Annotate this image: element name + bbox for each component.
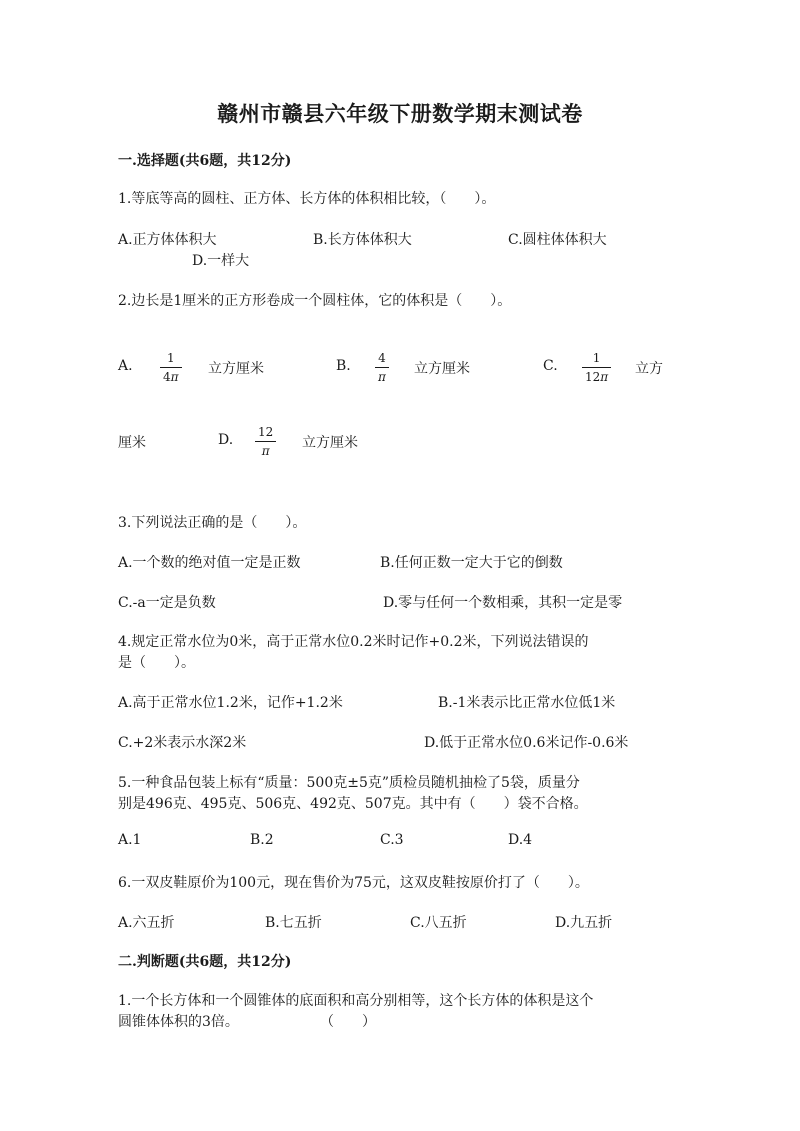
question-3-option-b: B.任何正数一定大于它的倒数 (380, 555, 563, 571)
question-3-option-c: C.-a一定是负数 (118, 595, 216, 611)
question-3-stem: 3.下列说法正确的是（ ）。 (118, 515, 307, 531)
fraction-numerator: 1 (166, 351, 175, 365)
question-5-option-b: B.2 (250, 832, 274, 848)
question-2-option-b-unit: 立方厘米 (414, 361, 470, 377)
judgment-question-1-answer-blank: （ ） (320, 1014, 376, 1030)
question-2-option-a-fraction (160, 352, 182, 383)
question-2-option-b-label: B. (336, 358, 351, 374)
fraction-denominator: π (261, 444, 270, 458)
question-2-option-a-label: A. (118, 358, 133, 374)
question-2-option-c-label: C. (543, 358, 558, 374)
question-2-option-d-fraction (255, 426, 276, 457)
denominator-number: 12 (585, 370, 601, 384)
question-1-option-d: D.一样大 (192, 253, 250, 269)
question-5-option-a: A.1 (118, 832, 142, 848)
question-5-option-d: D.4 (508, 832, 533, 848)
section-heading-judgment: 二.判断题(共6题，共12分) (118, 954, 292, 970)
question-1-option-c: C.圆柱体体积大 (508, 232, 607, 248)
question-4-option-c: C.+2米表示水深2米 (118, 735, 247, 751)
page-title: 赣州市赣县六年级下册数学期末测试卷 (217, 101, 583, 126)
question-6-option-a: A.六五折 (118, 915, 175, 931)
question-5-option-c: C.3 (380, 832, 404, 848)
fraction-numerator: 4 (378, 351, 386, 365)
question-2-option-a-unit: 立方厘米 (208, 361, 264, 377)
question-3-option-d: D.零与任何一个数相乘，其积一定是零 (383, 595, 623, 611)
question-2-option-d-label: D. (218, 432, 234, 448)
fraction-denominator: π (378, 370, 386, 384)
question-6-option-c: C.八五折 (410, 915, 467, 931)
question-4-option-d: D.低于正常水位0.6米记作-0.6米 (424, 735, 629, 751)
question-3-option-a: A.一个数的绝对值一定是正数 (118, 555, 301, 571)
question-6-option-b: B.七五折 (265, 915, 322, 931)
fraction-numerator: 12 (258, 425, 274, 439)
section-heading-choice: 一.选择题(共6题，共12分) (118, 153, 292, 169)
question-4-option-a: A.高于正常水位1.2米，记作+1.2米 (118, 695, 343, 711)
pi-symbol: π (600, 370, 609, 384)
question-2-stem: 2.边长是1厘米的正方形卷成一个圆柱体，它的体积是（ ）。 (118, 293, 512, 309)
fraction-numerator: 1 (592, 351, 601, 365)
judgment-question-1-stem-line-2: 圆锥体体积的3倍。 (118, 1014, 239, 1030)
fraction-denominator (160, 368, 182, 383)
question-1-option-a: A.正方体体积大 (118, 232, 217, 248)
question-5-stem-line-1: 5.一种食品包装上标有“质量：500克±5克”质检员随机抽检了5袋，质量分 (118, 775, 580, 791)
question-2-option-c-unit-continued: 厘米 (118, 435, 146, 451)
question-2-option-c-unit: 立方 (635, 361, 663, 377)
question-2-option-b-fraction (375, 352, 389, 383)
pi-symbol: π (170, 370, 179, 384)
question-4-option-b: B.-1米表示比正常水位低1米 (438, 695, 616, 711)
question-2-option-d-unit: 立方厘米 (302, 435, 358, 451)
question-5-stem-line-2: 别是496克、495克、506克、492克、507克。其中有（ ）袋不合格。 (118, 796, 588, 812)
question-6-option-d: D.九五折 (555, 915, 613, 931)
question-4-stem-line-1: 4.规定正常水位为0米，高于正常水位0.2米时记作+0.2米，下列说法错误的 (118, 634, 589, 650)
fraction-denominator (582, 368, 611, 383)
question-1-stem: 1.等底等高的圆柱、正方体、长方体的体积相比较，（ ）。 (118, 191, 496, 207)
judgment-question-1-stem-line-1: 1.一个长方体和一个圆锥体的底面积和高分别相等，这个长方体的体积是这个 (118, 993, 594, 1009)
denominator-number: 4 (163, 370, 171, 384)
question-2-option-c-fraction (582, 352, 611, 383)
question-1-option-b: B.长方体体积大 (313, 232, 412, 248)
question-6-stem: 6.一双皮鞋原价为100元，现在售价为75元，这双皮鞋按原价打了（ ）。 (118, 875, 589, 891)
question-4-stem-line-2: 是（ ）。 (118, 655, 195, 671)
